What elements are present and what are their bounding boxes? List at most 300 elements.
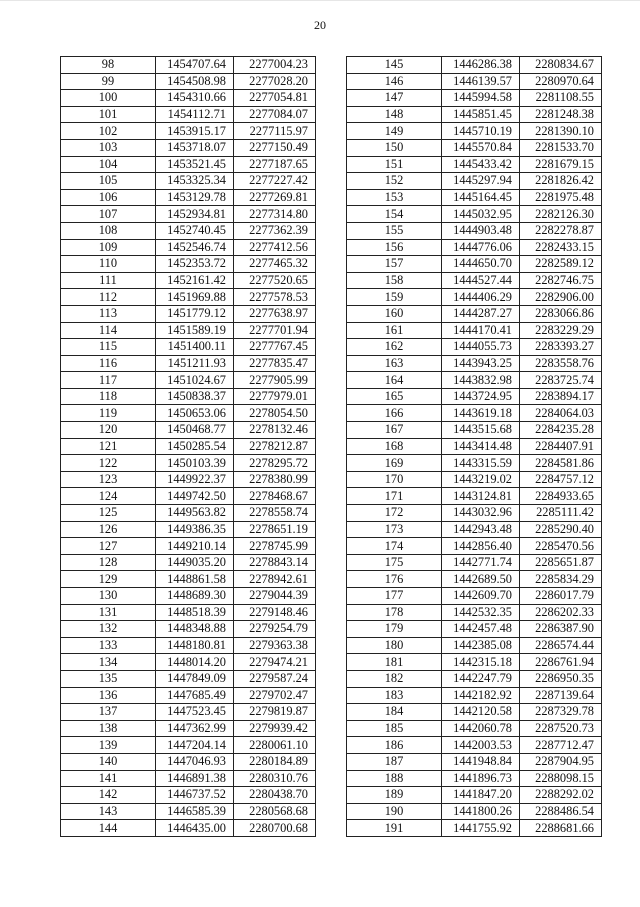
table-row <box>61 538 316 555</box>
point-number-cell: 162 <box>347 339 442 356</box>
point-number-cell: 140 <box>61 753 156 770</box>
y-coordinate-cell: 2278651.19 <box>234 521 316 538</box>
y-coordinate-cell: 2281975.48 <box>520 189 602 206</box>
y-coordinate-cell: 2288486.54 <box>520 803 602 820</box>
x-coordinate-cell: 1446286.38 <box>442 57 520 74</box>
point-number-cell: 110 <box>61 256 156 273</box>
point-number-cell: 119 <box>61 405 156 422</box>
table-row <box>347 505 602 522</box>
point-number-cell: 179 <box>347 621 442 638</box>
y-coordinate-cell: 2278054.50 <box>234 405 316 422</box>
point-number-cell: 144 <box>61 820 156 837</box>
y-coordinate-cell: 2279254.79 <box>234 621 316 638</box>
x-coordinate-cell: 1444055.73 <box>442 339 520 356</box>
point-number-cell: 126 <box>61 521 156 538</box>
y-coordinate-cell: 2278745.99 <box>234 538 316 555</box>
point-number-cell: 135 <box>61 670 156 687</box>
table-row <box>61 388 316 405</box>
table-row <box>347 422 602 439</box>
table-row <box>347 770 602 787</box>
table-row <box>347 355 602 372</box>
x-coordinate-cell: 1451969.88 <box>156 289 234 306</box>
x-coordinate-cell: 1447849.09 <box>156 670 234 687</box>
point-number-cell: 154 <box>347 206 442 223</box>
point-number-cell: 128 <box>61 554 156 571</box>
table-row <box>347 339 602 356</box>
table-row <box>347 173 602 190</box>
y-coordinate-cell: 2277835.47 <box>234 355 316 372</box>
point-number-cell: 191 <box>347 820 442 837</box>
point-number-cell: 153 <box>347 189 442 206</box>
x-coordinate-cell: 1454508.98 <box>156 73 234 90</box>
y-coordinate-cell: 2287904.95 <box>520 753 602 770</box>
page-top-edge <box>0 0 640 1</box>
table-row <box>347 803 602 820</box>
point-number-cell: 161 <box>347 322 442 339</box>
table-row <box>347 670 602 687</box>
point-number-cell: 143 <box>61 803 156 820</box>
y-coordinate-cell: 2284407.91 <box>520 438 602 455</box>
table-row <box>61 670 316 687</box>
y-coordinate-cell: 2288098.15 <box>520 770 602 787</box>
x-coordinate-cell: 1446585.39 <box>156 803 234 820</box>
table-row <box>61 820 316 837</box>
point-number-cell: 108 <box>61 222 156 239</box>
x-coordinate-cell: 1441948.84 <box>442 753 520 770</box>
y-coordinate-cell: 2283558.76 <box>520 355 602 372</box>
page-number: 20 <box>314 18 326 32</box>
point-number-cell: 137 <box>61 704 156 721</box>
point-number-cell: 113 <box>61 305 156 322</box>
y-coordinate-cell: 2286950.35 <box>520 670 602 687</box>
y-coordinate-cell: 2281679.15 <box>520 156 602 173</box>
y-coordinate-cell: 2286574.44 <box>520 637 602 654</box>
table-row <box>61 803 316 820</box>
x-coordinate-cell: 1453129.78 <box>156 189 234 206</box>
table-row <box>61 355 316 372</box>
x-coordinate-cell: 1448014.20 <box>156 654 234 671</box>
point-number-cell: 176 <box>347 571 442 588</box>
table-row <box>61 637 316 654</box>
x-coordinate-cell: 1442315.18 <box>442 654 520 671</box>
table-row <box>347 571 602 588</box>
table-row <box>347 720 602 737</box>
table-row <box>347 787 602 804</box>
y-coordinate-cell: 2284933.65 <box>520 488 602 505</box>
y-coordinate-cell: 2277028.20 <box>234 73 316 90</box>
point-number-cell: 98 <box>61 57 156 74</box>
table-row <box>347 820 602 837</box>
y-coordinate-cell: 2283725.74 <box>520 372 602 389</box>
table-row <box>347 239 602 256</box>
table-row <box>61 57 316 74</box>
point-number-cell: 149 <box>347 123 442 140</box>
point-number-cell: 139 <box>61 737 156 754</box>
point-number-cell: 170 <box>347 471 442 488</box>
x-coordinate-cell: 1445994.58 <box>442 90 520 107</box>
y-coordinate-cell: 2286017.79 <box>520 588 602 605</box>
y-coordinate-cell: 2286387.90 <box>520 621 602 638</box>
x-coordinate-cell: 1443515.68 <box>442 422 520 439</box>
y-coordinate-cell: 2278942.61 <box>234 571 316 588</box>
table-row <box>61 272 316 289</box>
x-coordinate-cell: 1442457.48 <box>442 621 520 638</box>
x-coordinate-cell: 1453325.34 <box>156 173 234 190</box>
table-row <box>61 737 316 754</box>
point-number-cell: 152 <box>347 173 442 190</box>
x-coordinate-cell: 1443619.18 <box>442 405 520 422</box>
x-coordinate-cell: 1446139.57 <box>442 73 520 90</box>
table-row <box>61 339 316 356</box>
x-coordinate-cell: 1444903.48 <box>442 222 520 239</box>
table-row <box>347 588 602 605</box>
table-row <box>347 488 602 505</box>
point-number-cell: 103 <box>61 139 156 156</box>
x-coordinate-cell: 1451024.67 <box>156 372 234 389</box>
point-number-cell: 187 <box>347 753 442 770</box>
table-row <box>61 438 316 455</box>
y-coordinate-cell: 2280310.76 <box>234 770 316 787</box>
x-coordinate-cell: 1443315.59 <box>442 455 520 472</box>
point-number-cell: 185 <box>347 720 442 737</box>
x-coordinate-cell: 1442771.74 <box>442 554 520 571</box>
point-number-cell: 166 <box>347 405 442 422</box>
x-coordinate-cell: 1447362.99 <box>156 720 234 737</box>
y-coordinate-cell: 2285290.40 <box>520 521 602 538</box>
x-coordinate-cell: 1442943.48 <box>442 521 520 538</box>
x-coordinate-cell: 1452546.74 <box>156 239 234 256</box>
point-number-cell: 163 <box>347 355 442 372</box>
y-coordinate-cell: 2285111.42 <box>520 505 602 522</box>
x-coordinate-cell: 1446891.38 <box>156 770 234 787</box>
x-coordinate-cell: 1443414.48 <box>442 438 520 455</box>
y-coordinate-cell: 2281826.42 <box>520 173 602 190</box>
point-number-cell: 180 <box>347 637 442 654</box>
table-row <box>61 305 316 322</box>
point-number-cell: 174 <box>347 538 442 555</box>
y-coordinate-cell: 2280184.89 <box>234 753 316 770</box>
y-coordinate-cell: 2282126.30 <box>520 206 602 223</box>
y-coordinate-cell: 2277150.49 <box>234 139 316 156</box>
point-number-cell: 133 <box>61 637 156 654</box>
x-coordinate-cell: 1442532.35 <box>442 604 520 621</box>
point-number-cell: 118 <box>61 388 156 405</box>
y-coordinate-cell: 2282589.12 <box>520 256 602 273</box>
x-coordinate-cell: 1445851.45 <box>442 106 520 123</box>
point-number-cell: 157 <box>347 256 442 273</box>
table-row <box>61 189 316 206</box>
y-coordinate-cell: 2279587.24 <box>234 670 316 687</box>
point-number-cell: 190 <box>347 803 442 820</box>
point-number-cell: 116 <box>61 355 156 372</box>
table-row <box>61 289 316 306</box>
x-coordinate-cell: 1443724.95 <box>442 388 520 405</box>
point-number-cell: 146 <box>347 73 442 90</box>
table-row <box>347 189 602 206</box>
table-row <box>61 156 316 173</box>
x-coordinate-cell: 1447204.14 <box>156 737 234 754</box>
table-row <box>347 57 602 74</box>
y-coordinate-cell: 2278295.72 <box>234 455 316 472</box>
x-coordinate-cell: 1442003.53 <box>442 737 520 754</box>
point-number-cell: 106 <box>61 189 156 206</box>
table-row <box>347 538 602 555</box>
table-row <box>61 720 316 737</box>
table-row <box>61 588 316 605</box>
x-coordinate-cell: 1452161.42 <box>156 272 234 289</box>
table-row <box>347 139 602 156</box>
x-coordinate-cell: 1452353.72 <box>156 256 234 273</box>
x-coordinate-cell: 1442060.78 <box>442 720 520 737</box>
coordinates-table-right <box>346 56 602 837</box>
point-number-cell: 181 <box>347 654 442 671</box>
y-coordinate-cell: 2287520.73 <box>520 720 602 737</box>
table-row <box>347 687 602 704</box>
table-row <box>61 571 316 588</box>
y-coordinate-cell: 2280970.64 <box>520 73 602 90</box>
point-number-cell: 131 <box>61 604 156 621</box>
table-row <box>347 156 602 173</box>
point-number-cell: 127 <box>61 538 156 555</box>
point-number-cell: 159 <box>347 289 442 306</box>
x-coordinate-cell: 1445433.42 <box>442 156 520 173</box>
table-row <box>347 405 602 422</box>
y-coordinate-cell: 2283066.86 <box>520 305 602 322</box>
y-coordinate-cell: 2279363.38 <box>234 637 316 654</box>
point-number-cell: 186 <box>347 737 442 754</box>
x-coordinate-cell: 1442120.58 <box>442 704 520 721</box>
y-coordinate-cell: 2284757.12 <box>520 471 602 488</box>
y-coordinate-cell: 2279939.42 <box>234 720 316 737</box>
y-coordinate-cell: 2278380.99 <box>234 471 316 488</box>
x-coordinate-cell: 1442385.08 <box>442 637 520 654</box>
x-coordinate-cell: 1453915.17 <box>156 123 234 140</box>
point-number-cell: 184 <box>347 704 442 721</box>
table-row <box>347 305 602 322</box>
point-number-cell: 112 <box>61 289 156 306</box>
y-coordinate-cell: 2285651.87 <box>520 554 602 571</box>
point-number-cell: 156 <box>347 239 442 256</box>
table-row <box>61 753 316 770</box>
x-coordinate-cell: 1443032.96 <box>442 505 520 522</box>
x-coordinate-cell: 1454707.64 <box>156 57 234 74</box>
table-row <box>61 455 316 472</box>
table-row <box>347 704 602 721</box>
table-row <box>347 554 602 571</box>
point-number-cell: 145 <box>347 57 442 74</box>
point-number-cell: 107 <box>61 206 156 223</box>
y-coordinate-cell: 2282433.15 <box>520 239 602 256</box>
y-coordinate-cell: 2286202.33 <box>520 604 602 621</box>
table-row <box>61 604 316 621</box>
coordinates-table-left <box>60 56 316 837</box>
point-number-cell: 189 <box>347 787 442 804</box>
table-row <box>61 139 316 156</box>
table-row <box>61 123 316 140</box>
x-coordinate-cell: 1441800.26 <box>442 803 520 820</box>
x-coordinate-cell: 1450285.54 <box>156 438 234 455</box>
x-coordinate-cell: 1445710.19 <box>442 123 520 140</box>
y-coordinate-cell: 2277004.23 <box>234 57 316 74</box>
x-coordinate-cell: 1449386.35 <box>156 521 234 538</box>
x-coordinate-cell: 1448861.58 <box>156 571 234 588</box>
x-coordinate-cell: 1442689.50 <box>442 571 520 588</box>
y-coordinate-cell: 2280834.67 <box>520 57 602 74</box>
point-number-cell: 104 <box>61 156 156 173</box>
table-row <box>347 654 602 671</box>
point-number-cell: 134 <box>61 654 156 671</box>
y-coordinate-cell: 2285834.29 <box>520 571 602 588</box>
x-coordinate-cell: 1452740.45 <box>156 222 234 239</box>
table-row <box>347 372 602 389</box>
point-number-cell: 138 <box>61 720 156 737</box>
x-coordinate-cell: 1449563.82 <box>156 505 234 522</box>
x-coordinate-cell: 1445164.45 <box>442 189 520 206</box>
x-coordinate-cell: 1450653.06 <box>156 405 234 422</box>
y-coordinate-cell: 2280061.10 <box>234 737 316 754</box>
y-coordinate-cell: 2288681.66 <box>520 820 602 837</box>
point-number-cell: 101 <box>61 106 156 123</box>
y-coordinate-cell: 2278843.14 <box>234 554 316 571</box>
y-coordinate-cell: 2279702.47 <box>234 687 316 704</box>
y-coordinate-cell: 2282906.00 <box>520 289 602 306</box>
y-coordinate-cell: 2277269.81 <box>234 189 316 206</box>
table-row <box>347 256 602 273</box>
table-row <box>61 687 316 704</box>
y-coordinate-cell: 2278468.67 <box>234 488 316 505</box>
point-number-cell: 173 <box>347 521 442 538</box>
point-number-cell: 168 <box>347 438 442 455</box>
x-coordinate-cell: 1448348.88 <box>156 621 234 638</box>
table-row <box>61 488 316 505</box>
table-row <box>61 256 316 273</box>
y-coordinate-cell: 2277638.97 <box>234 305 316 322</box>
table-row <box>61 106 316 123</box>
point-number-cell: 177 <box>347 588 442 605</box>
table-row <box>61 73 316 90</box>
table-row <box>347 106 602 123</box>
table-row <box>347 322 602 339</box>
x-coordinate-cell: 1448180.81 <box>156 637 234 654</box>
y-coordinate-cell: 2278132.46 <box>234 422 316 439</box>
y-coordinate-cell: 2282746.75 <box>520 272 602 289</box>
y-coordinate-cell: 2277314.80 <box>234 206 316 223</box>
x-coordinate-cell: 1444650.70 <box>442 256 520 273</box>
point-number-cell: 132 <box>61 621 156 638</box>
x-coordinate-cell: 1449922.37 <box>156 471 234 488</box>
point-number-cell: 122 <box>61 455 156 472</box>
table-row <box>61 322 316 339</box>
y-coordinate-cell: 2279044.39 <box>234 588 316 605</box>
y-coordinate-cell: 2277520.65 <box>234 272 316 289</box>
table-row <box>61 405 316 422</box>
table-row <box>347 73 602 90</box>
point-number-cell: 120 <box>61 422 156 439</box>
point-number-cell: 160 <box>347 305 442 322</box>
point-number-cell: 169 <box>347 455 442 472</box>
y-coordinate-cell: 2282278.87 <box>520 222 602 239</box>
x-coordinate-cell: 1442247.79 <box>442 670 520 687</box>
point-number-cell: 167 <box>347 422 442 439</box>
y-coordinate-cell: 2288292.02 <box>520 787 602 804</box>
table-row <box>347 737 602 754</box>
y-coordinate-cell: 2279148.46 <box>234 604 316 621</box>
x-coordinate-cell: 1445297.94 <box>442 173 520 190</box>
point-number-cell: 183 <box>347 687 442 704</box>
point-number-cell: 109 <box>61 239 156 256</box>
table-row <box>347 621 602 638</box>
table-row <box>61 787 316 804</box>
x-coordinate-cell: 1445032.95 <box>442 206 520 223</box>
point-number-cell: 129 <box>61 571 156 588</box>
table-row <box>61 173 316 190</box>
point-number-cell: 172 <box>347 505 442 522</box>
x-coordinate-cell: 1449742.50 <box>156 488 234 505</box>
point-number-cell: 175 <box>347 554 442 571</box>
table-row <box>61 621 316 638</box>
y-coordinate-cell: 2281248.38 <box>520 106 602 123</box>
x-coordinate-cell: 1451779.12 <box>156 305 234 322</box>
x-coordinate-cell: 1443124.81 <box>442 488 520 505</box>
x-coordinate-cell: 1447046.93 <box>156 753 234 770</box>
x-coordinate-cell: 1446737.52 <box>156 787 234 804</box>
y-coordinate-cell: 2285470.56 <box>520 538 602 555</box>
x-coordinate-cell: 1443943.25 <box>442 355 520 372</box>
x-coordinate-cell: 1447523.45 <box>156 704 234 721</box>
table-row <box>61 471 316 488</box>
y-coordinate-cell: 2277979.01 <box>234 388 316 405</box>
table-row <box>347 289 602 306</box>
table-row <box>61 206 316 223</box>
y-coordinate-cell: 2277227.42 <box>234 173 316 190</box>
x-coordinate-cell: 1442609.70 <box>442 588 520 605</box>
table-row <box>347 388 602 405</box>
y-coordinate-cell: 2283393.27 <box>520 339 602 356</box>
point-number-cell: 123 <box>61 471 156 488</box>
table-row <box>61 90 316 107</box>
y-coordinate-cell: 2277084.07 <box>234 106 316 123</box>
x-coordinate-cell: 1451400.11 <box>156 339 234 356</box>
y-coordinate-cell: 2286761.94 <box>520 654 602 671</box>
point-number-cell: 115 <box>61 339 156 356</box>
table-row <box>347 272 602 289</box>
x-coordinate-cell: 1447685.49 <box>156 687 234 704</box>
table-row <box>61 654 316 671</box>
y-coordinate-cell: 2277905.99 <box>234 372 316 389</box>
table-row <box>347 753 602 770</box>
point-number-cell: 121 <box>61 438 156 455</box>
x-coordinate-cell: 1445570.84 <box>442 139 520 156</box>
table-row <box>347 637 602 654</box>
x-coordinate-cell: 1444527.44 <box>442 272 520 289</box>
y-coordinate-cell: 2284581.86 <box>520 455 602 472</box>
x-coordinate-cell: 1450103.39 <box>156 455 234 472</box>
y-coordinate-cell: 2287712.47 <box>520 737 602 754</box>
x-coordinate-cell: 1452934.81 <box>156 206 234 223</box>
y-coordinate-cell: 2277767.45 <box>234 339 316 356</box>
x-coordinate-cell: 1442182.92 <box>442 687 520 704</box>
table-row <box>347 123 602 140</box>
x-coordinate-cell: 1451211.93 <box>156 355 234 372</box>
x-coordinate-cell: 1444406.29 <box>442 289 520 306</box>
point-number-cell: 141 <box>61 770 156 787</box>
x-coordinate-cell: 1446435.00 <box>156 820 234 837</box>
table-row <box>61 554 316 571</box>
table-row <box>347 455 602 472</box>
table-row <box>347 222 602 239</box>
x-coordinate-cell: 1454310.66 <box>156 90 234 107</box>
y-coordinate-cell: 2280438.70 <box>234 787 316 804</box>
